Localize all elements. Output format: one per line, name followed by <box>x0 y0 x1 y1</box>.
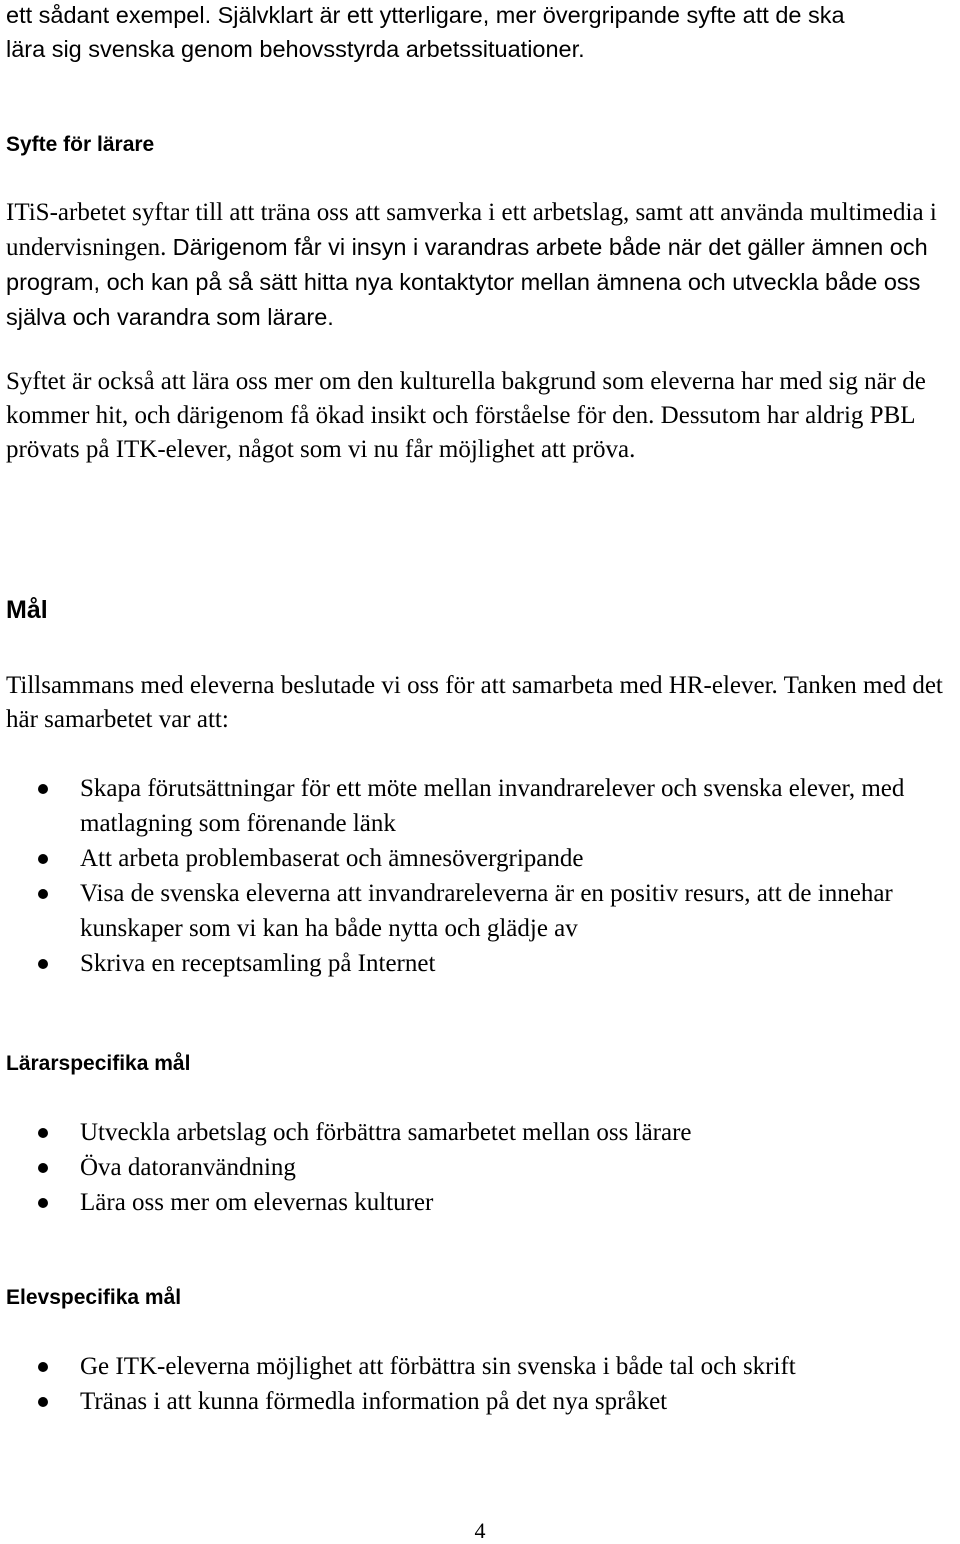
bullet-icon <box>38 959 48 969</box>
bullet-icon <box>38 854 48 864</box>
bullet-icon <box>38 889 48 899</box>
mal-list <box>6 771 954 981</box>
bullet-icon <box>38 784 48 794</box>
heading-lararspecifika-mal: Lärarspecifika mål <box>6 1052 191 1075</box>
heading-mal: Mål <box>6 596 48 624</box>
bullet-icon <box>38 1397 48 1407</box>
list-item: Utveckla arbetslag och förbättra samarbetet mellan oss lärare <box>6 1115 954 1150</box>
intro-line-1: ett sådant exempel. Självklart är ett ytterligare, mer övergripande syfte att de ska <box>6 2 845 28</box>
elevspecifika-list <box>6 1349 954 1419</box>
syfte-larare-p1-serif-part: ITiS-arbetet syftar till att träna oss att samverka i ett arbetslag, samt att använda multimedia i undervisningen. <box>6 199 937 261</box>
list-item: Ge ITK-eleverna möjlighet att förbättra sin svenska i både tal och skrift <box>6 1349 954 1384</box>
bullet-icon <box>38 1362 48 1372</box>
list-item: Tränas i att kunna förmedla information på det nya språket <box>6 1384 954 1419</box>
list-item: Lära oss mer om elevernas kulturer <box>6 1185 954 1220</box>
bullet-icon <box>38 1163 48 1173</box>
list-item: Visa de svenska eleverna att invandrareleverna är en positiv resurs, att de innehar kunskaper som vi kan ha både nytta och glädje av <box>6 876 954 946</box>
bullet-icon <box>38 1128 48 1138</box>
syfte-larare-p1-sans-part: Därigenom får vi insyn i varandras arbete både när det gäller ämnen och program, och kan på så sätt hitta nya kontaktytor mellan ämnena och utveckla både oss själva och varandra som lärare. <box>6 234 928 330</box>
list-item: Att arbeta problembaserat och ämnesövergripande <box>6 841 954 876</box>
syfte-larare-paragraph-2: Syftet är också att lära oss mer om den kulturella bakgrund som eleverna har med sig när de kommer hit, och därigenom få ökad insikt och förståelse för den. Dessutom har aldrig PBL prövats på ITK-elever, något som vi nu får möjlighet att pröva. <box>6 368 926 463</box>
intro-paragraph <box>6 0 954 66</box>
list-item: Skriva en receptsamling på Internet <box>6 946 954 981</box>
page-number: 4 <box>474 1518 486 1543</box>
list-item: Öva datoranvändning <box>6 1150 954 1185</box>
lararspecifika-list <box>6 1115 954 1220</box>
heading-elevspecifika-mal: Elevspecifika mål <box>6 1286 182 1309</box>
intro-line-2: lära sig svenska genom behovsstyrda arbetssituationer. <box>6 36 585 62</box>
bullet-icon <box>38 1198 48 1208</box>
mal-intro-paragraph: Tillsammans med eleverna beslutade vi oss för att samarbeta med HR-elever. Tanken med det här samarbetet var att: <box>6 672 943 733</box>
syfte-larare-paragraph-1 <box>6 196 954 335</box>
list-item: Skapa förutsättningar för ett möte mellan invandrarelever och svenska elever, med matlagning som förenande länk <box>6 771 954 841</box>
heading-syfte-larare: Syfte för lärare <box>6 133 155 156</box>
